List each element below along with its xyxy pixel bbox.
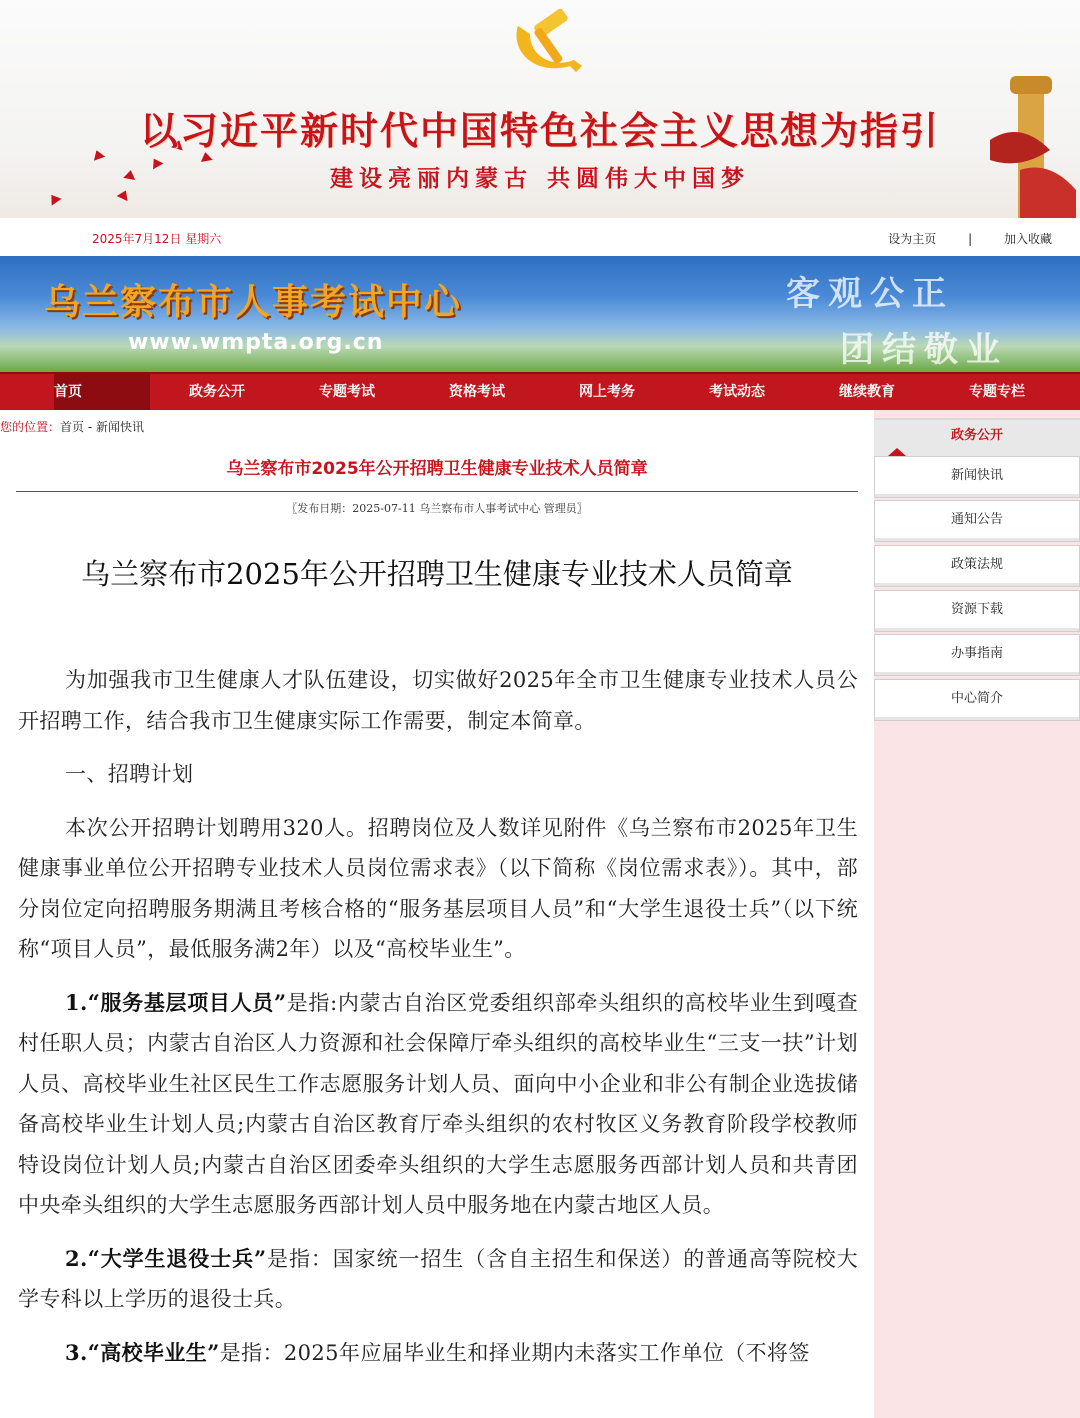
add-favorite-link[interactable]: 加入收藏 <box>1003 232 1052 246</box>
party-banner <box>0 0 1080 218</box>
term-2: 2.“大学生退役士兵” <box>65 1245 267 1271</box>
breadcrumb-path[interactable]: 首页 - 新闻快讯 <box>60 420 144 434</box>
nav-item-special-column[interactable]: 专题专栏 <box>969 384 1025 400</box>
nav-item-qualification-exams[interactable]: 资格考试 <box>449 384 505 400</box>
paragraph-intro: 为加强我市卫生健康人才队伍建设，切实做好2025年全市卫生健康专业技术人员公开招聘工作，结合我市卫生健康实际工作需要，制定本简章。 <box>18 668 858 733</box>
sidebar-header-arrow-icon <box>888 448 906 456</box>
sidebar-header: 政务公开 <box>874 418 1080 456</box>
nav-item-online-affairs[interactable]: 网上考务 <box>579 384 635 400</box>
breadcrumb-label: 您的位置： <box>0 420 61 434</box>
article-meta: 〖发布日期：2025-07-11 乌兰察布市人事考试中心 管理员〗 <box>286 502 588 515</box>
current-date: 2025年7月12日 星期六 <box>92 232 222 246</box>
nav-item-government-affairs[interactable]: 政务公开 <box>189 384 245 400</box>
sidebar-item-downloads[interactable]: 资源下载 <box>874 590 1080 632</box>
term-1: 1.“服务基层项目人员” <box>65 989 287 1015</box>
link-separator: | <box>968 232 973 246</box>
nav-item-home[interactable]: 首页 <box>0 374 152 410</box>
banner-subtitle: 建设亮丽内蒙古 共圆伟大中国梦 <box>329 165 750 192</box>
paragraph-definition-2: 2.“大学生退役士兵”是指：国家统一招生（含自主招生和保送）的普通高等院校大学专科以上学历的退役士兵。 <box>18 1245 858 1311</box>
sidebar-item-notices[interactable]: 通知公告 <box>874 500 1080 542</box>
site-name: 乌兰察布市人事考试中心 <box>44 281 463 323</box>
date-bar <box>0 218 1080 256</box>
main-nav <box>0 372 1080 410</box>
nav-item-continuing-education[interactable]: 继续教育 <box>839 384 895 400</box>
section-heading: 一、招聘计划 <box>65 762 194 786</box>
top-links <box>888 230 1052 247</box>
motto-line-2: 团结敬业 <box>840 330 1008 370</box>
sidebar-item-news[interactable]: 新闻快讯 <box>874 456 1080 498</box>
sidebar-item-about[interactable]: 中心简介 <box>874 679 1080 721</box>
set-homepage-link[interactable]: 设为主页 <box>888 232 937 246</box>
paragraph-definition-1: 1.“服务基层项目人员”是指:内蒙古自治区党委组织部牵头组织的高校毕业生到嘎查村任职人员；内蒙古自治区人力资源和社会保障厅牵头组织的高校毕业生“三支一扶”计划人员、高校毕业生社区民生工作志愿服务计划人员、面向中小企业和非公有制企业选拔储备高校毕业生计划人员;内蒙古自治区教育厅牵头组织的农村牧区义务教育阶段学校教师特设岗位计划人员;内蒙古自治区团委牵头组织的大学生志愿服务西部计划人员和共青团中央牵头组织的大学生志愿服务西部计划人员中服务地在内蒙古地区人员。 <box>18 989 859 1217</box>
sidebar-item-policies[interactable]: 政策法规 <box>874 545 1080 587</box>
site-url: www.wmpta.org.cn <box>128 330 384 355</box>
nav-item-special-exams[interactable]: 专题考试 <box>319 384 375 400</box>
article-body <box>18 660 858 1386</box>
sidebar <box>874 410 1080 1418</box>
motto-line-1: 客观公正 <box>786 274 954 314</box>
document-title: 乌兰察布市2025年公开招聘卫生健康专业技术人员简章 <box>81 557 793 591</box>
article <box>0 410 874 1418</box>
hammer-sickle-icon <box>500 6 590 80</box>
paragraph-definition-3: 3.“高校毕业生”是指：2025年应届毕业生和择业期内未落实工作单位（不将签 <box>65 1339 810 1365</box>
article-header-title: 乌兰察布市2025年公开招聘卫生健康专业技术人员简章 <box>226 459 648 479</box>
sidebar-item-guide[interactable]: 办事指南 <box>874 634 1080 676</box>
term-3: 3.“高校毕业生” <box>65 1339 220 1365</box>
banner-title: 以习近平新时代中国特色社会主义思想为指引 <box>139 108 940 153</box>
site-banner <box>0 256 1080 372</box>
nav-item-exam-news[interactable]: 考试动态 <box>709 384 765 400</box>
paragraph-plan: 本次公开招聘计划聘用320人。招聘岗位及人数详见附件《乌兰察布市2025年卫生健康事业单位公开招聘专业技术人员岗位需求表》（以下简称《岗位需求表》）。其中，部分岗位定向招聘服务期满且考核合格的“服务基层项目人员”和“大学生退役士兵”（以下统称“项目人员”，最低服务满2年）以及“高校毕业生”。 <box>18 815 858 961</box>
article-divider <box>16 491 858 492</box>
